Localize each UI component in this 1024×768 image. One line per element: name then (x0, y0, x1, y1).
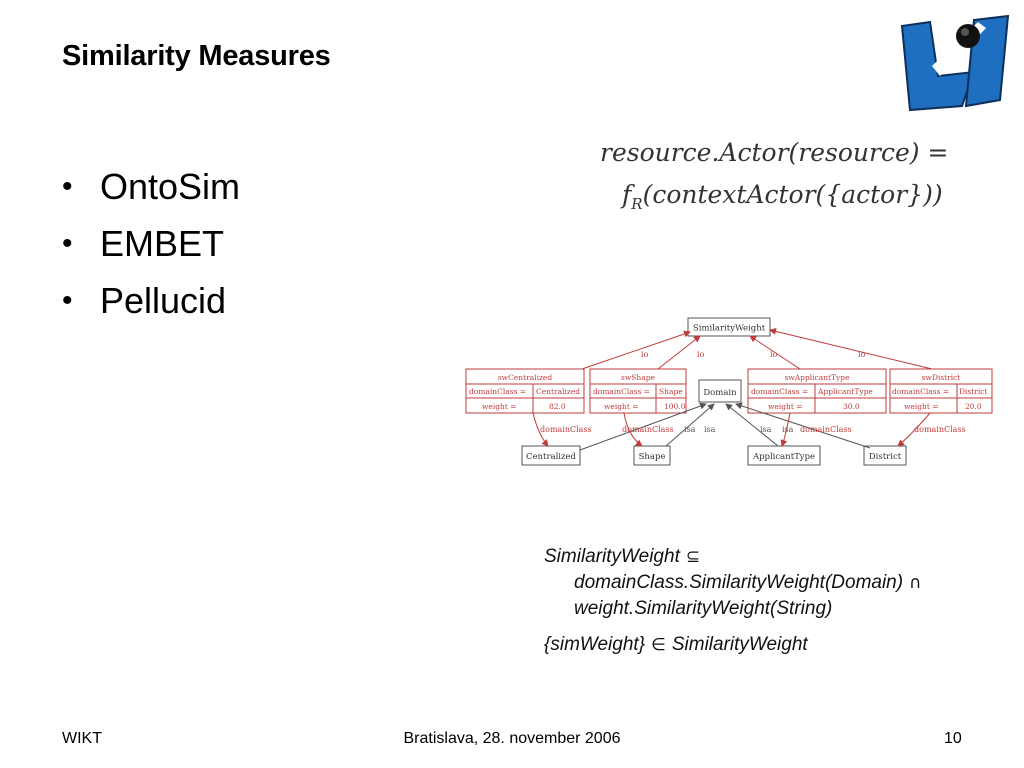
definition-term: domainClass.SimilarityWeight(Domain) (574, 572, 904, 593)
domain-label: Domain (703, 388, 737, 398)
definition-line-3 (544, 598, 922, 624)
row-label: domainClass = (469, 387, 527, 396)
class-label: District (868, 452, 902, 462)
wikt-logo-icon (896, 14, 1014, 112)
formula-line-2 (622, 180, 943, 213)
row-label: domainClass = (593, 387, 651, 396)
class-label: Shape (638, 452, 666, 462)
io-label: io (770, 350, 778, 359)
cell-value: Shape (659, 387, 683, 396)
row-label: weight = (604, 402, 639, 411)
formula-args: (contextActor({actor})) (642, 180, 943, 209)
cell-value: ApplicantType (818, 387, 873, 396)
io-edge (770, 330, 932, 369)
bullet-dot: • (62, 226, 73, 260)
bullet-item (62, 272, 240, 329)
cell-value: 30.0 (843, 402, 860, 411)
isa-label: isa (782, 425, 794, 434)
io-label: io (641, 350, 649, 359)
class-label: ApplicantType (752, 452, 816, 462)
bullet-text: OntoSim (100, 165, 241, 207)
instance-name: swShape (621, 373, 655, 382)
bullet-item (62, 215, 240, 272)
element-of-symbol: ∈ (651, 635, 666, 655)
bullet-list (62, 158, 240, 329)
instance-name: swApplicantType (784, 373, 850, 382)
ontology-diagram (460, 316, 996, 474)
domainclass-label: domainClass (540, 425, 592, 434)
cell-value: 100.0 (664, 402, 686, 411)
io-label: io (697, 350, 705, 359)
intersection-symbol: ∩ (909, 573, 922, 593)
class-label: Centralized (526, 452, 576, 462)
definition-line-4 (544, 634, 922, 660)
cell-value: Centralized (536, 387, 581, 396)
similarityweight-definition (544, 546, 922, 660)
row-label: weight = (482, 402, 517, 411)
footer-left: WIKT (62, 730, 102, 747)
row-label: domainClass = (892, 387, 950, 396)
row-label: weight = (768, 402, 803, 411)
isa-label: isa (704, 425, 716, 434)
domainclass-label: domainClass (800, 425, 852, 434)
io-edge (582, 332, 690, 369)
row-label: weight = (904, 402, 939, 411)
cell-value: District (959, 387, 988, 396)
formula-fn-sub: R (631, 195, 643, 213)
slide-number: 10 (944, 730, 962, 747)
similarityweight-label: SimilarityWeight (692, 323, 766, 334)
definition-term: {simWeight} (544, 634, 646, 655)
isa-label: isa (684, 425, 696, 434)
io-label: io (858, 350, 866, 359)
subset-symbol: ⊆ (685, 547, 701, 567)
formula-fn: f (622, 180, 632, 209)
definition-line-2 (544, 572, 922, 598)
instance-name: swDistrict (921, 373, 961, 382)
row-label: domainClass = (751, 387, 809, 396)
domainclass-label: domainClass (622, 425, 674, 434)
definition-term: SimilarityWeight (671, 634, 808, 655)
bullet-item (62, 158, 240, 215)
actor-formula (596, 132, 956, 222)
definition-line-1 (544, 546, 922, 572)
definition-term: SimilarityWeight (544, 546, 680, 567)
formula-line-1: resource.Actor(resource) = (600, 138, 949, 167)
domainclass-label: domainClass (914, 425, 966, 434)
cell-value: 20.0 (965, 402, 982, 411)
bullet-dot: • (62, 283, 73, 317)
cell-value: 82.0 (549, 402, 566, 411)
footer-center: Bratislava, 28. november 2006 (403, 730, 621, 747)
bullet-dot: • (62, 169, 73, 203)
slide-title: Similarity Measures (62, 40, 331, 72)
definition-term: weight.SimilarityWeight(String) (574, 598, 833, 619)
bullet-text: EMBET (100, 222, 225, 264)
bullet-text: Pellucid (100, 279, 227, 321)
instance-name: swCentralized (497, 373, 553, 382)
isa-label: isa (760, 425, 772, 434)
